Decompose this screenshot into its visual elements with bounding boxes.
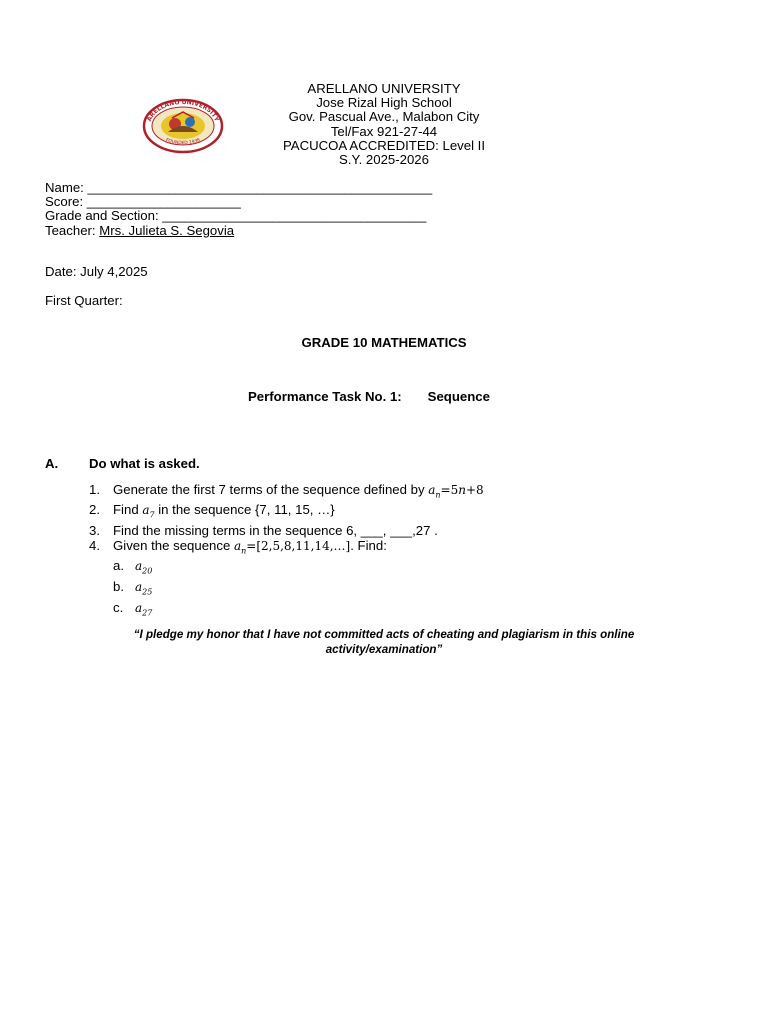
student-info xyxy=(45,181,432,238)
name-row xyxy=(45,181,432,195)
accreditation: PACUCOA ACCREDITED: Level II xyxy=(282,137,485,153)
question-text: Find the missing terms in the sequence 6, ___, ___,27 . xyxy=(113,522,438,538)
question-item: 1. Generate the first 7 terms of the sequence defined by $a_n=5n+8$ xyxy=(89,482,484,500)
task-title xyxy=(248,389,490,404)
teacher-name: Mrs. Julieta S. Segovia xyxy=(99,222,235,238)
section-letter: A. xyxy=(45,456,59,471)
teacher-row xyxy=(45,224,432,238)
math-expression: $a_7$ xyxy=(142,503,155,520)
grade-section-row xyxy=(45,209,432,223)
math-expression: $a_{25}$ xyxy=(135,580,153,597)
school-address: Gov. Pascual Ave., Malabon City xyxy=(288,109,480,125)
subquestion-item xyxy=(89,558,484,579)
score-blank[interactable]: _____________________ xyxy=(86,194,241,210)
question-item: 4. Given the sequence $a_n=[2,5,8,11,14,\dots]$. Find: xyxy=(89,537,387,556)
name-label: Name: xyxy=(45,180,88,195)
honor-pledge xyxy=(80,628,688,657)
school-telfax: Tel/Fax 921-27-44 xyxy=(330,123,438,139)
teacher-label: Teacher: xyxy=(45,222,100,238)
university-name: ARELLANO UNIVERSITY xyxy=(307,81,461,96)
question-text: Given the sequence xyxy=(113,537,234,553)
question-number: 4. xyxy=(89,537,100,553)
grade-section-label: Grade and Section: xyxy=(45,208,163,224)
logo-text-bottom: FOUNDED 1938 xyxy=(164,138,202,147)
pledge-line-2: activity/examination” xyxy=(325,642,443,656)
pledge-line-1: “I pledge my honor that I have not committed acts of cheating and plagiarism in this online xyxy=(133,628,635,641)
section-title: Do what is asked. xyxy=(89,456,200,471)
subquestion-item xyxy=(89,600,484,621)
math-expression: $a_n$ xyxy=(233,538,247,556)
subquestion-letter: b. xyxy=(113,579,124,595)
score-label: Score: xyxy=(45,194,87,210)
math-expression: $a_{27}$ xyxy=(135,600,153,618)
subquestion-letter: c. xyxy=(113,599,124,615)
math-expression: $a_n$ xyxy=(428,483,441,500)
question-number: 2. xyxy=(89,502,100,518)
school-name: Jose Rizal High School xyxy=(316,95,452,111)
task-label: Performance Task No. 1: xyxy=(248,389,402,404)
subquestion-item xyxy=(89,579,484,600)
question-item xyxy=(89,523,484,538)
question-number: 1. xyxy=(89,482,100,497)
question-list xyxy=(89,482,484,621)
logo-text-top: ARELLANO UNIVERSITY xyxy=(145,98,221,123)
question-text: Generate the first 7 terms of the sequence defined by xyxy=(113,482,429,497)
task-topic: Sequence xyxy=(427,389,490,404)
math-expression: $a_{20}$ xyxy=(135,559,153,576)
school-year: S.Y. 2025-2026 xyxy=(339,152,429,168)
score-row xyxy=(45,195,432,209)
name-blank[interactable]: _______________________________________________ xyxy=(87,180,433,195)
subquestion-letter: a. xyxy=(113,558,124,574)
university-seal-logo xyxy=(142,98,224,154)
date-line: Date: July 4,2025 xyxy=(45,264,148,279)
question-item: 2. Find $a_7$ in the sequence {7, 11, 15, …} xyxy=(89,502,335,520)
subject-title: GRADE 10 MATHEMATICS xyxy=(301,335,467,350)
quarter-line: First Quarter: xyxy=(45,293,123,308)
school-header xyxy=(234,82,534,167)
question-number: 3. xyxy=(89,522,100,538)
grade-section-blank[interactable]: ____________________________________ xyxy=(162,208,427,224)
question-text: Find xyxy=(113,502,143,518)
